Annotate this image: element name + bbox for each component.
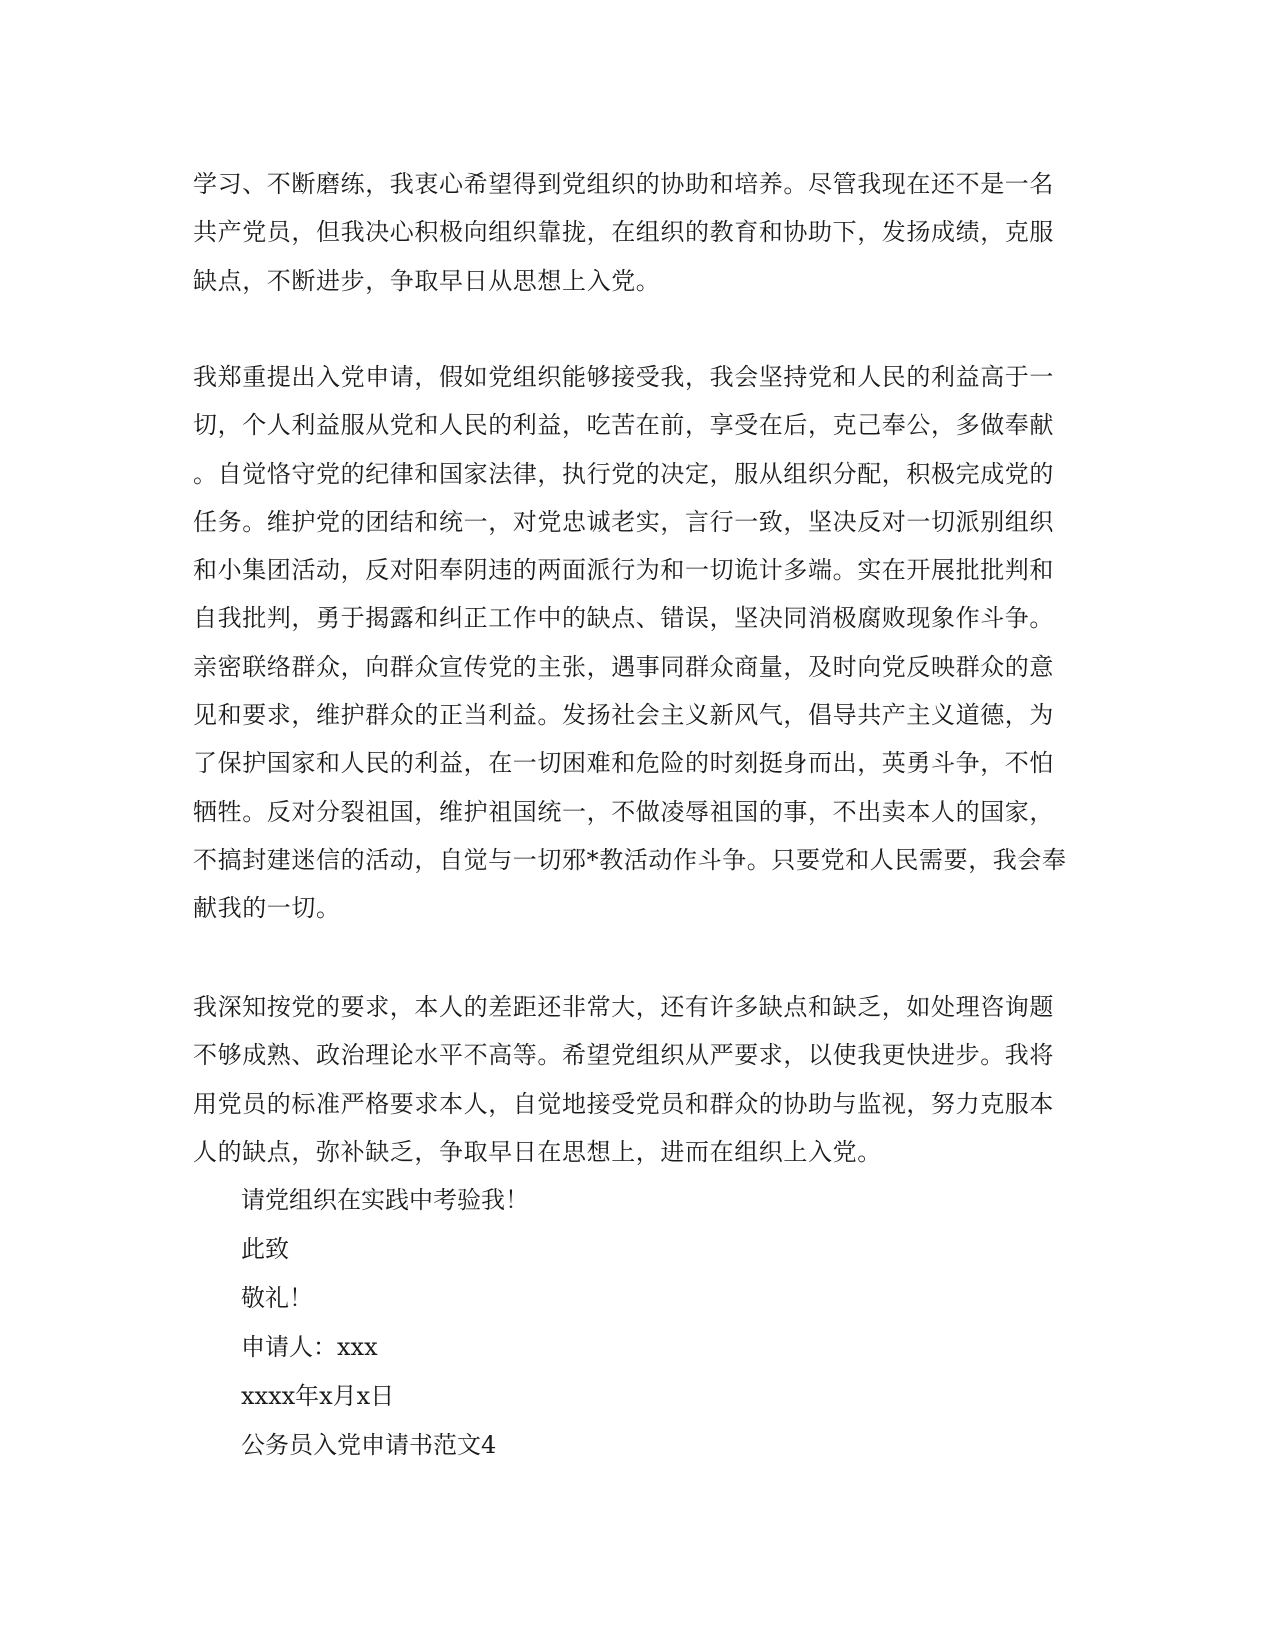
paragraph-line: 牺牲。反对分裂祖国，维护祖国统一，不做凌辱祖国的事，不出卖本人的国家， [193, 797, 1054, 826]
closing-salutation: 此致 [241, 1235, 289, 1263]
paragraph-line: 任务。维护党的团结和统一，对党忠诚老实，言行一致，坚决反对一切派别组织 [193, 507, 1054, 536]
paragraph-line: 和小集团活动，反对阳奉阴违的两面派行为和一切诡计多端。实在开展批批判和 [193, 556, 1054, 585]
paragraph-line: 我深知按党的要求，本人的差距还非常大，还有许多缺点和缺乏，如处理咨询题 [193, 993, 1054, 1021]
paragraph-line: 用党员的标准严格要求本人，自觉地接受党员和群众的协助与监视，努力克服本 [193, 1089, 1054, 1118]
paragraph-line: 共产党员，但我决心积极向组织靠拢，在组织的教育和协助下，发扬成绩，克服 [193, 218, 1054, 247]
paragraph-line: 献我的一切。 [193, 894, 341, 923]
paragraph-line: 学习、不断磨练，我衷心希望得到党组织的协助和培养。尽管我现在还不是一名 [193, 170, 1054, 198]
paragraph-1 [193, 160, 1083, 305]
paragraph-line: 不够成熟、政治理论水平不高等。希望党组织从严要求，以使我更快进步。我将 [193, 1041, 1054, 1070]
paragraph-line: 切，个人利益服从党和人民的利益，吃苦在前，享受在后，克己奉公，多做奉献 [193, 411, 1054, 440]
paragraph-line: 亲密联络群众，向群众宣传党的主张，遇事同群众商量，及时向党反映群众的意 [193, 652, 1054, 681]
paragraph-line: 缺点，不断进步，争取早日从思想上入党。 [193, 266, 661, 295]
paragraph-3 [193, 983, 1083, 1176]
paragraph-2 [193, 353, 1083, 933]
paragraph-line: 我郑重提出入党申请，假如党组织能够接受我，我会坚持党和人民的利益高于一 [193, 363, 1054, 391]
paragraph-line: 不搞封建迷信的活动，自觉与一切邪*教活动作斗争。只要党和人民需要，我会奉 [193, 845, 1067, 874]
next-section-title: 公务员入党申请书范文4 [241, 1431, 497, 1459]
paragraph-line: 人的缺点，弥补缺乏，争取早日在思想上，进而在组织上入党。 [193, 1137, 882, 1166]
paragraph-line: 。自觉恪守党的纪律和国家法律，执行党的决定，服从组织分配，积极完成党的 [193, 459, 1054, 488]
applicant-name: 申请人：xxx [241, 1333, 378, 1361]
closing-regards: 敬礼！ [241, 1284, 313, 1312]
paragraph-line: 见和要求，维护群众的正当利益。发扬社会主义新风气，倡导共产主义道德，为 [193, 701, 1054, 730]
closing-request: 请党组织在实践中考验我！ [241, 1186, 529, 1214]
paragraph-line: 了保护国家和人民的利益，在一切困难和危险的时刻挺身而出，英勇斗争，不怕 [193, 749, 1054, 778]
paragraph-line: 自我批判，勇于揭露和纠正工作中的缺点、错误，坚决同消极腐败现象作斗争。 [193, 604, 1054, 633]
application-date: xxxx年x月x日 [241, 1382, 395, 1410]
closing-block [241, 1176, 1041, 1470]
